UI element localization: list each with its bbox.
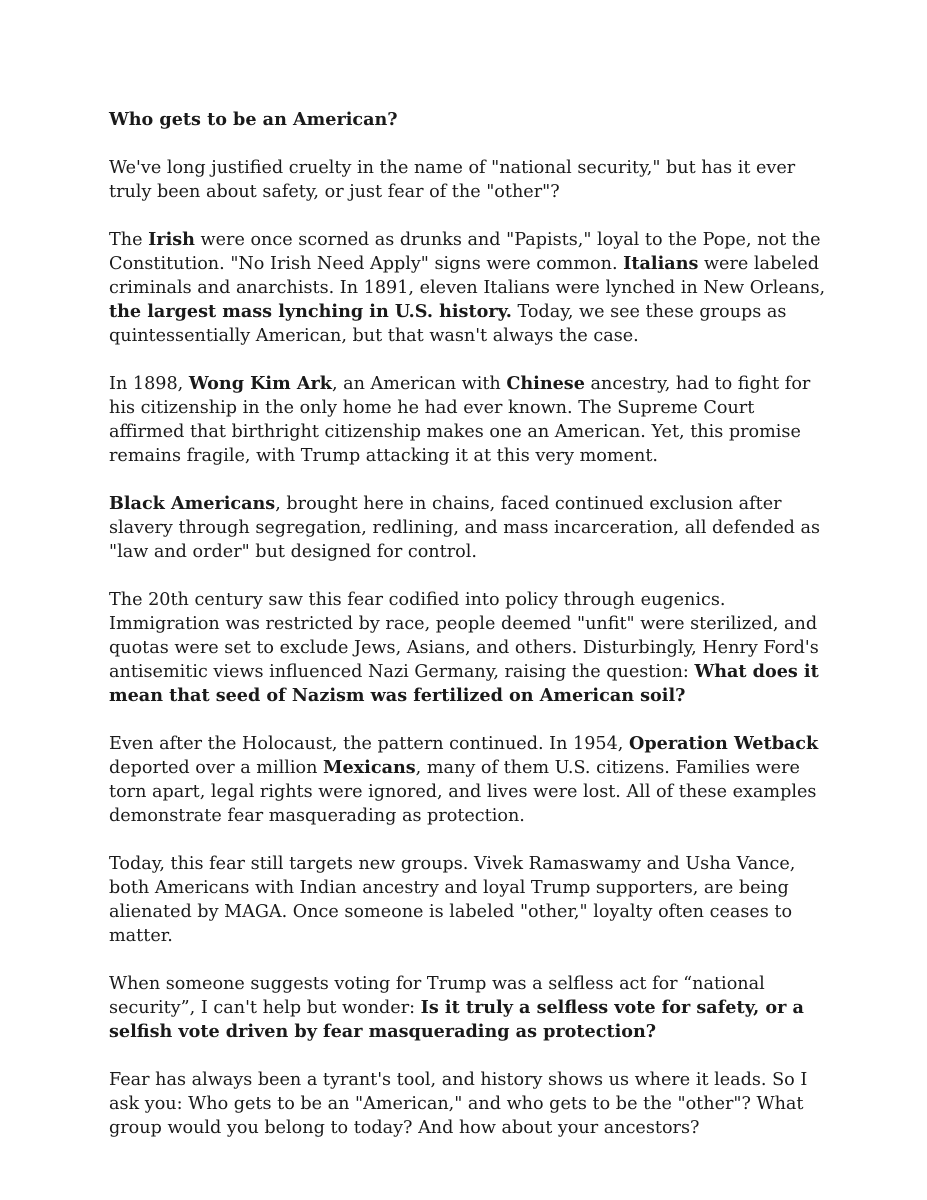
bold-text-run: the largest mass lynching in U.S. history.	[109, 301, 512, 322]
bold-text-run: Mexicans	[323, 757, 416, 778]
document-title: Who gets to be an American?	[109, 109, 398, 130]
bold-text-run: Black Americans	[109, 493, 276, 514]
text-run: deported over a million	[109, 758, 324, 778]
document-page	[109, 108, 829, 1140]
bold-text-run: Irish	[148, 229, 195, 250]
text-run: , brought here in chains, faced continued exclusion after slavery through segregation, redlining, and mass incarceration, all defended as "law and order" but designed for control.	[109, 494, 821, 562]
paragraph	[109, 156, 829, 204]
bold-text-run: Wong Kim Ark	[188, 373, 332, 394]
text-run: Fear has always been a tyrant's tool, and history shows us where it leads. So I ask you: Who gets to be an "American," and who gets to be the "other"? What group would you belong to today? And how about your ancestors?	[109, 1070, 808, 1138]
bold-text-run: Is it truly a selfless vote for safety, or a selfish vote driven by fear masquerading as protection?	[109, 997, 804, 1042]
paragraph	[109, 972, 829, 1044]
text-run: Today, we see these groups as quintessentially American, but that wasn't always the case.	[109, 302, 787, 346]
bold-text-run: Italians	[623, 253, 699, 274]
text-run: Today, this fear still targets new groups. Vivek Ramaswamy and Usha Vance, both Americans with Indian ancestry and loyal Trump supporters, are being alienated by MAGA. Once someone is labeled "other," loyalty often ceases to matter.	[109, 854, 796, 946]
text-run: When someone suggests voting for Trump was a selfless act for “national security”, I can't help but wonder:	[109, 974, 765, 1018]
text-run: were once scorned as drunks and "Papists," loyal to the Pope, not the Constitution. "No Irish Need Apply" signs were common.	[109, 230, 821, 274]
paragraph	[109, 588, 829, 708]
text-run: were labeled criminals and anarchists. In 1891, eleven Italians were lynched in New Orleans,	[109, 254, 826, 298]
paragraph	[109, 732, 829, 828]
text-run: , many of them U.S. citizens. Families were torn apart, legal rights were ignored, and lives were lost. All of these examples demonstrate fear masquerading as protection.	[109, 758, 817, 826]
bold-text-run: Operation Wetback	[629, 733, 819, 754]
bold-text-run: What does it mean that seed of Nazism was fertilized on American soil?	[109, 661, 819, 706]
text-run: We've long justified cruelty in the name of "national security," but has it ever truly been about safety, or just fear of the "other"?	[109, 158, 796, 202]
paragraph	[109, 228, 829, 348]
paragraph	[109, 372, 829, 468]
text-run: In 1898,	[109, 374, 189, 394]
paragraph	[109, 1068, 829, 1140]
paragraph	[109, 852, 829, 948]
text-run: The	[109, 230, 149, 250]
bold-text-run: Chinese	[506, 373, 585, 394]
document-body	[109, 156, 829, 1140]
text-run: The 20th century saw this fear codified into policy through eugenics. Immigration was restricted by race, people deemed "unfit" were sterilized, and quotas were set to exclude Jews, Asians, and others. Disturbingly, Henry Ford's antisemitic views influenced Nazi Germany, raising the question:	[109, 590, 819, 682]
text-run: ancestry, had to fight for his citizenship in the only home he had ever known. The Supreme Court affirmed that birthright citizenship makes one an American. Yet, this promise remains fragile, with Trump attacking it at this very moment.	[109, 374, 811, 466]
text-run: , an American with	[331, 374, 507, 394]
text-run: Even after the Holocaust, the pattern continued. In 1954,	[109, 734, 629, 754]
paragraph	[109, 492, 829, 564]
